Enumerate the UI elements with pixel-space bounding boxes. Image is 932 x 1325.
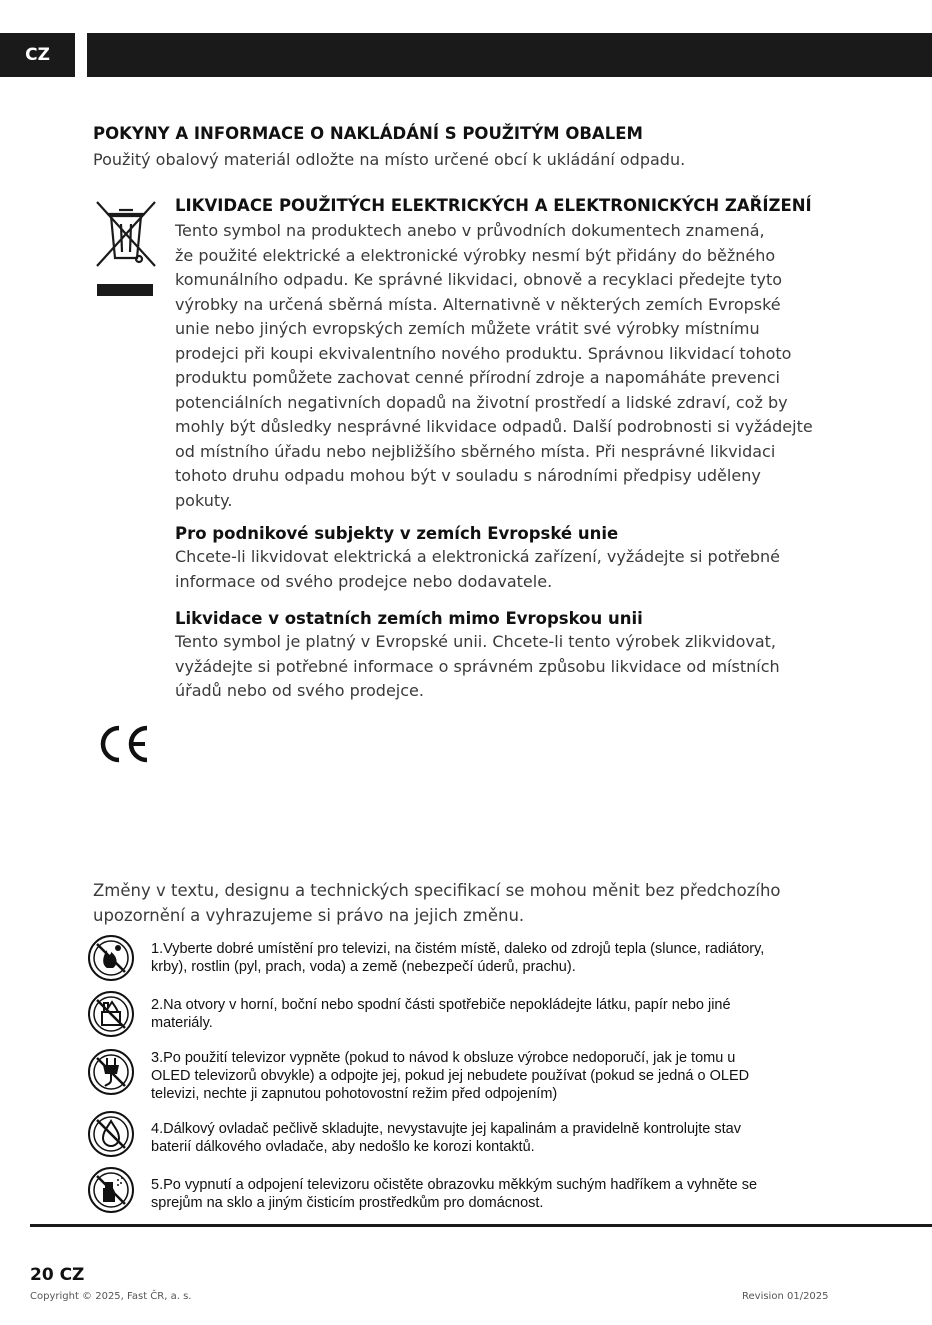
safety-line: 5.Po vypnutí a odpojení televizoru očistěte obrazovku měkkým suchým hadříkem a vyhněte se xyxy=(151,1177,758,1193)
outside-eu-line: vyžádejte si potřebné informace o správném způsobu likvidace od místních xyxy=(175,656,780,676)
business-line: Chcete-li likvidovat elektrická a elektronická zařízení, vyžádejte si potřebné xyxy=(175,547,780,566)
weee-line: že použité elektrické a elektronické výrobky nesmí být přidány do běžného xyxy=(175,245,776,265)
weee-line: komunálního odpadu. Ke správné likvidaci, obnově a recyklaci předejte tyto xyxy=(175,270,783,289)
no-liquid-remote-icon xyxy=(87,1110,135,1158)
business-heading: Pro podnikové subjekty v zemích Evropské unie xyxy=(175,524,619,543)
page-number: 20 CZ xyxy=(30,1265,85,1285)
safety-line: krby), rostlin (pyl, prach, voda) a země (nebezpečí úderů, prachu). xyxy=(151,959,576,975)
copyright-text: Copyright © 2025, Fast ČR, a. s. xyxy=(30,1291,192,1302)
packaging-heading: POKYNY A INFORMACE O NAKLÁDÁNÍ S POUŽITÝM OBALEM xyxy=(93,124,643,143)
packaging-text: Použitý obalový materiál odložte na místo určené obcí k ukládání odpadu. xyxy=(93,150,686,169)
safety-line: 4.Dálkový ovladač pečlivě skladujte, nevystavujte jej kapalinám a pravidelně kontrolujte stav xyxy=(151,1121,741,1137)
weee-line: mohly být důsledky nesprávné likvidace odpadů. Další podrobnosti si vyžádejte xyxy=(175,417,813,436)
changes-notice xyxy=(93,879,813,928)
weee-line: produktu pomůžete zachovat cenné přírodní zdroje a napomáháte prevenci xyxy=(175,368,780,387)
weee-line: tohoto druhu odpadu mohou být v souladu s národními předpisy uděleny xyxy=(175,466,761,485)
changes-line: Změny v textu, designu a technických specifikací se mohou měnit bez předchozího xyxy=(93,881,781,900)
no-fire-sun-icon xyxy=(87,934,135,982)
safety-line: 2.Na otvory v horní, boční nebo spodní části spotřebiče nepokládejte látku, papír nebo jiné xyxy=(151,997,731,1013)
outside-eu-line: úřadů nebo od svého prodejce. xyxy=(175,681,424,700)
no-cover-vents-icon xyxy=(87,990,135,1038)
weee-line: unie nebo jiných evropských zemích můžete vrátit své výrobky místnímu xyxy=(175,319,760,338)
weee-body xyxy=(175,219,835,513)
outside-eu-line: Tento symbol je platný v Evropské unii. Chcete-li tento výrobek zlikvidovat, xyxy=(175,632,776,651)
safety-line: 3.Po použití televizor vypněte (pokud to návod k obsluze výrobce nedoporučí, jak je tomu u xyxy=(151,1050,736,1066)
outside-eu-body xyxy=(175,630,835,704)
language-code: CZ xyxy=(25,45,50,65)
no-spray-cleaner-icon xyxy=(87,1166,135,1214)
weee-line: potenciálních negativních dopadů na životní prostředí a lidské zdraví, což by xyxy=(175,392,788,412)
weee-line: výrobky na určená sběrná místa. Alternativně v některých zemích Evropské xyxy=(175,294,781,314)
safety-line: 1.Vyberte dobré umístění pro televizi, na čistém místě, daleko od zdrojů tepla (slunce, radiátory, xyxy=(151,941,765,957)
safety-line: televizi, nechte ji zapnutou pohotovostní režim před odpojením) xyxy=(151,1086,558,1102)
language-tab xyxy=(0,33,75,77)
weee-heading: LIKVIDACE POUŽITÝCH ELEKTRICKÝCH A ELEKTRONICKÝCH ZAŘÍZENÍ xyxy=(175,196,812,215)
crossed-out-wheelie-bin-icon xyxy=(93,198,159,298)
safety-line: OLED televizorů obvykle) a odpojte jej, pokud jej nebudete používat (pokud se jedná o OLED xyxy=(151,1068,750,1084)
changes-line: upozornění a vyhrazujeme si právo na jejich změnu. xyxy=(93,905,525,925)
safety-line: sprejům na sklo a jiným čisticím prostředkům pro domácnost. xyxy=(151,1195,544,1211)
safety-line: baterií dálkového ovladače, aby nedošlo ke korozi kontaktů. xyxy=(151,1139,535,1155)
weee-line: prodejci při koupi ekvivalentního nového produktu. Správnou likvidací tohoto xyxy=(175,343,792,363)
outside-eu-heading: Likvidace v ostatních zemích mimo Evropskou unii xyxy=(175,609,643,628)
weee-line: pokuty. xyxy=(175,490,233,510)
unplug-icon xyxy=(87,1048,135,1096)
safety-line: materiály. xyxy=(151,1015,213,1031)
header-bar xyxy=(87,33,932,77)
ce-mark-icon xyxy=(97,724,151,764)
business-line: informace od svého prodejce nebo dodavatele. xyxy=(175,571,553,591)
footer-divider xyxy=(30,1224,932,1227)
weee-line: Tento symbol na produktech anebo v průvodních dokumentech znamená, xyxy=(175,221,765,240)
weee-line: od místního úřadu nebo nejbližšího sběrného místa. Při nesprávné likvidaci xyxy=(175,441,776,461)
revision-text: Revision 01/2025 xyxy=(742,1291,829,1302)
business-body xyxy=(175,545,835,594)
